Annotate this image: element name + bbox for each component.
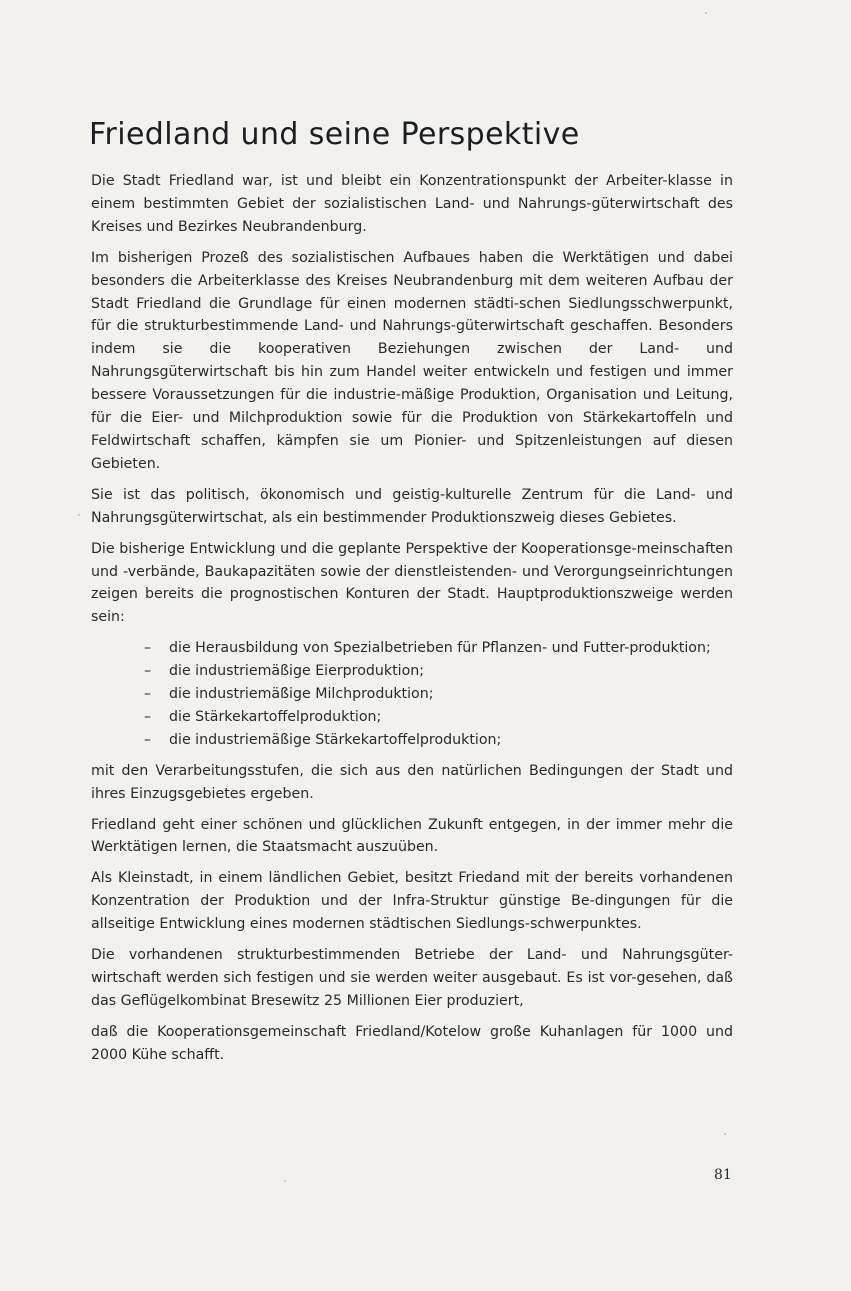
list-dash: – [144,663,152,680]
list-dash: – [144,708,152,725]
list-item-text: die industriemäßige Milchproduktion; [169,686,434,703]
scan-speck [284,1180,286,1182]
paragraph: Die vorhandenen strukturbestimmenden Betriebe der Land- und Nahrungsgüter-wirtschaft werden sich festigen und sie werden weiter ausgebaut. Es ist vor-gesehen, daß das Geflügelkombinat Bresewitz 25 Millionen Eier produziert, [91,947,733,1009]
paragraph: Im bisherigen Prozeß des sozialistischen Aufbaues haben die Werktätigen und dabei besonders die Arbeiterklasse des Kreises Neubrandenburg mit dem weiteren Aufbau der Stadt Friedland die Grundlage für einen modernen städti-schen Siedlungsschwerpunkt, für die strukturbestimmende Land- und Nahrungs-güterwirtschaft geschaffen. Besonders indem sie die kooperativen Beziehungen zwischen der Land- und Nahrungsgüterwirtschaft bis hin zum Handel weiter entwickeln und festigen und immer bessere Voraussetzungen für die industrie-mäßige Produktion, Organisation und Leitung, für die Eier- und Milchproduktion sowie für die Produktion von Stärkekartoffeln und Feldwirtschaft schaffen, kämpfen sie um Pionier- und Spitzenleistungen auf diesen Gebieten. [91,249,733,472]
scan-speck [724,1133,726,1135]
paragraph: Als Kleinstadt, in einem ländlichen Gebiet, besitzt Friedand mit der bereits vorhandenen Konzentration der Produktion und der Infra-Struktur günstige Be-dingungen für die allseitige Entwicklung eines modernen städtischen Siedlungs-schwerpunktes. [91,870,733,933]
scan-speck [705,12,707,14]
list-item-text: die industriemäßige Eierproduktion; [169,663,425,680]
paragraph: Friedland geht einer schönen und glücklichen Zukunft entgegen, in der immer mehr die Werktätigen lernen, die Staatsmacht auszuüben. [91,816,733,856]
page-title: Friedland und seine Perspektive [89,117,580,152]
list-item [91,706,733,729]
list-item-text: die Stärkekartoffelproduktion; [169,708,382,725]
paragraph: mit den Verarbeitungsstufen, die sich aus den natürlichen Bedingungen der Stadt und ihres Einzugsgebietes ergeben. [91,762,733,802]
list-item [91,683,733,706]
list-dash: – [144,640,152,657]
production-branches-list [91,637,733,752]
list-dash: – [144,686,152,703]
paragraph: daß die Kooperationsgemeinschaft Friedland/Kotelow große Kuhanlagen für 1000 und 2000 Kühe schafft. [91,1023,733,1063]
list-dash: – [144,731,152,748]
list-item [91,660,733,683]
list-item [91,729,733,752]
page-number: 81 [714,1167,732,1183]
list-item [91,637,733,660]
paragraph: Sie ist das politisch, ökonomisch und geistig-kulturelle Zentrum für die Land- und Nahrungsgüterwirtschat, als ein bestimmender Produktionszweig dieses Gebietes. [91,486,733,526]
scan-speck [78,514,80,516]
list-item-text: die Herausbildung von Spezialbetrieben für Pflanzen- und Futter-produktion; [169,640,711,657]
paragraph: Die Stadt Friedland war, ist und bleibt ein Konzentrationspunkt der Arbeiter-klasse in einem bestimmten Gebiet der sozialistischen Land- und Nahrungs-güterwirtschaft des Kreises und Bezirkes Neubrandenburg. [91,173,733,235]
list-item-text: die industriemäßige Stärkekartoffelproduktion; [169,731,502,748]
body-text [91,170,733,1067]
paragraph: Die bisherige Entwicklung und die geplante Perspektive der Kooperationsge-meinschaften und -verbände, Baukapazitäten sowie der dienstleistenden- und Verorgungseinrichtungen zeigen bereits die prognostischen Konturen der Stadt. Hauptproduktionszweige werden sein: [91,540,733,626]
